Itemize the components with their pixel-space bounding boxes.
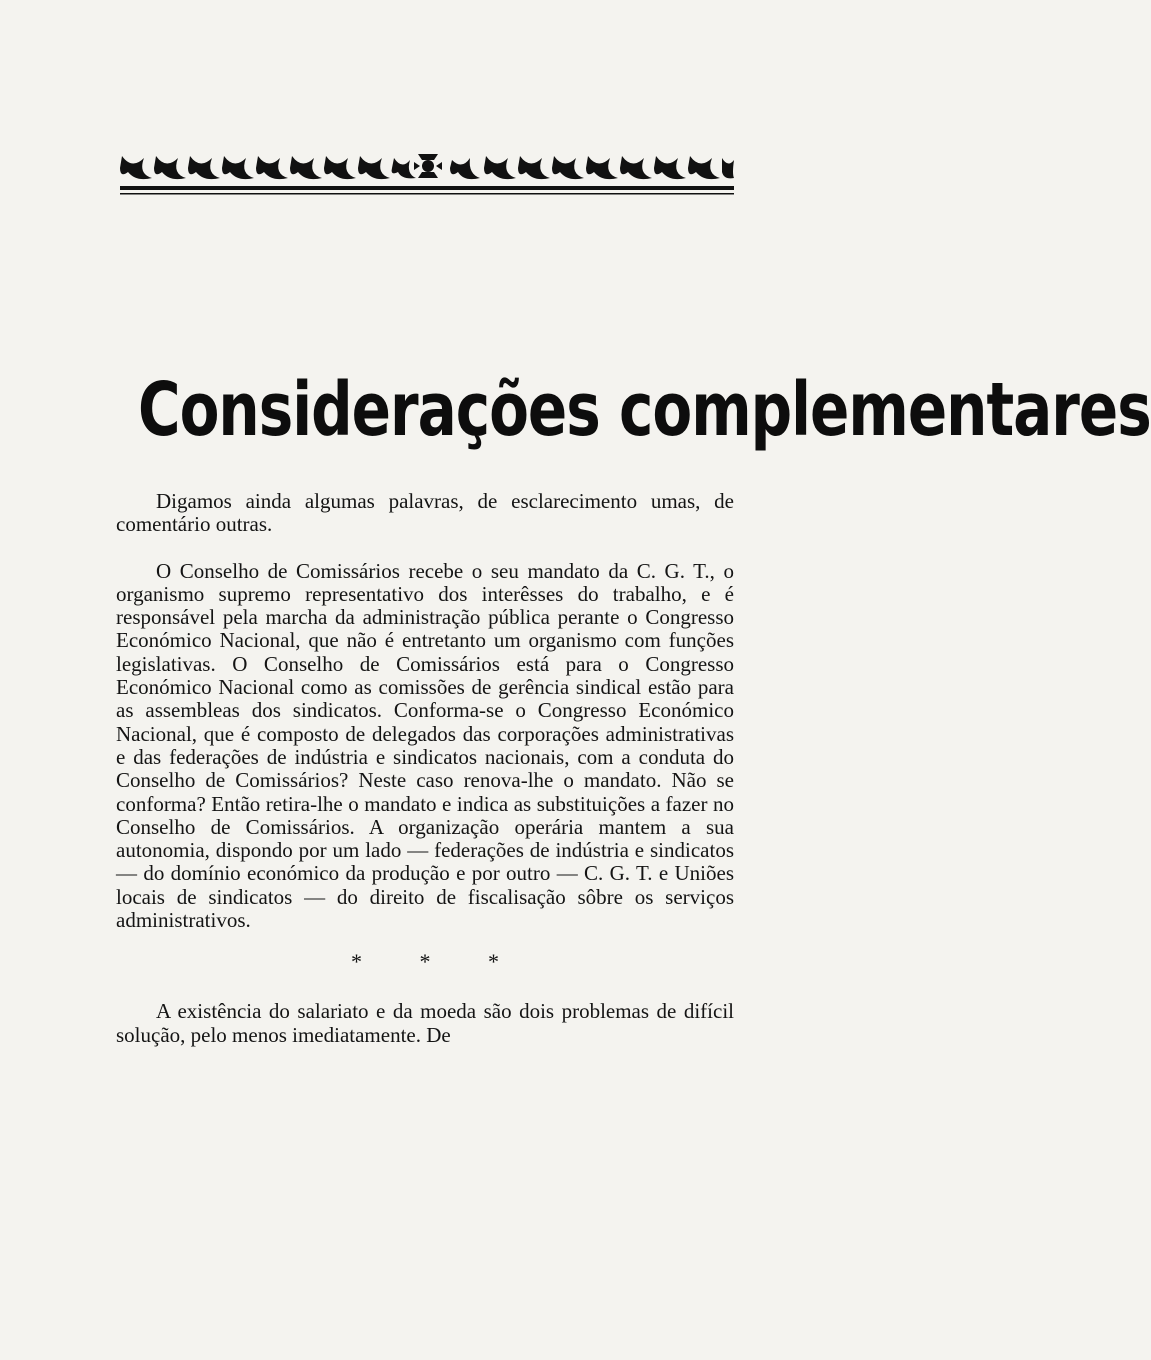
paragraph-3: A existência do salariato e da moeda são dois problemas de difícil solução, pelo menos imediatamente. De bbox=[116, 999, 734, 1047]
ornament-rule-thick bbox=[120, 186, 734, 190]
ornament-rule-thin bbox=[120, 193, 734, 195]
section-separator: * * * bbox=[351, 949, 525, 975]
body-text bbox=[116, 490, 734, 1047]
center-emblem bbox=[414, 154, 442, 178]
chapter-title: Considerações complementares bbox=[138, 366, 1151, 454]
decorative-ornament-band bbox=[118, 148, 736, 200]
paragraph-1: Digamos ainda algumas palavras, de esclarecimento umas, de comentário outras. bbox=[116, 489, 734, 537]
left-floral-motifs bbox=[120, 156, 416, 179]
paragraph-2: O Conselho de Comissários recebe o seu mandato da C. G. T., o organismo supremo representativo dos interêsses do trabalho, e é responsável pela marcha da administração pública perante o Congresso Económico Nacional, que não é entretanto um organismo com funções legislativas. O Conselho de Comissários está para o Congresso Económico Nacional como as comissões de gerência sindical estão para as assembleas dos sindicatos. Conforma-se o Congresso Económico Nacional, que é composto de delegados das corporações administrativas e das federações de indústria e sindicatos nacionais, com a conduta do Conselho de Comissários? Neste caso renova-lhe o mandato. Não se conforma? Então retira-lhe o mandato e indica as substituições a fazer no Conselho de Comissários. A organização operária mantem a sua autonomia, dispondo por um lado — federações de indústria e sindicatos — do domínio económico da produção e por outro — C. G. T. e Uniões locais de sindicatos — do direito de fiscalisação sôbre os serviços administrativos. bbox=[116, 558, 734, 933]
right-floral-motifs bbox=[450, 156, 734, 179]
